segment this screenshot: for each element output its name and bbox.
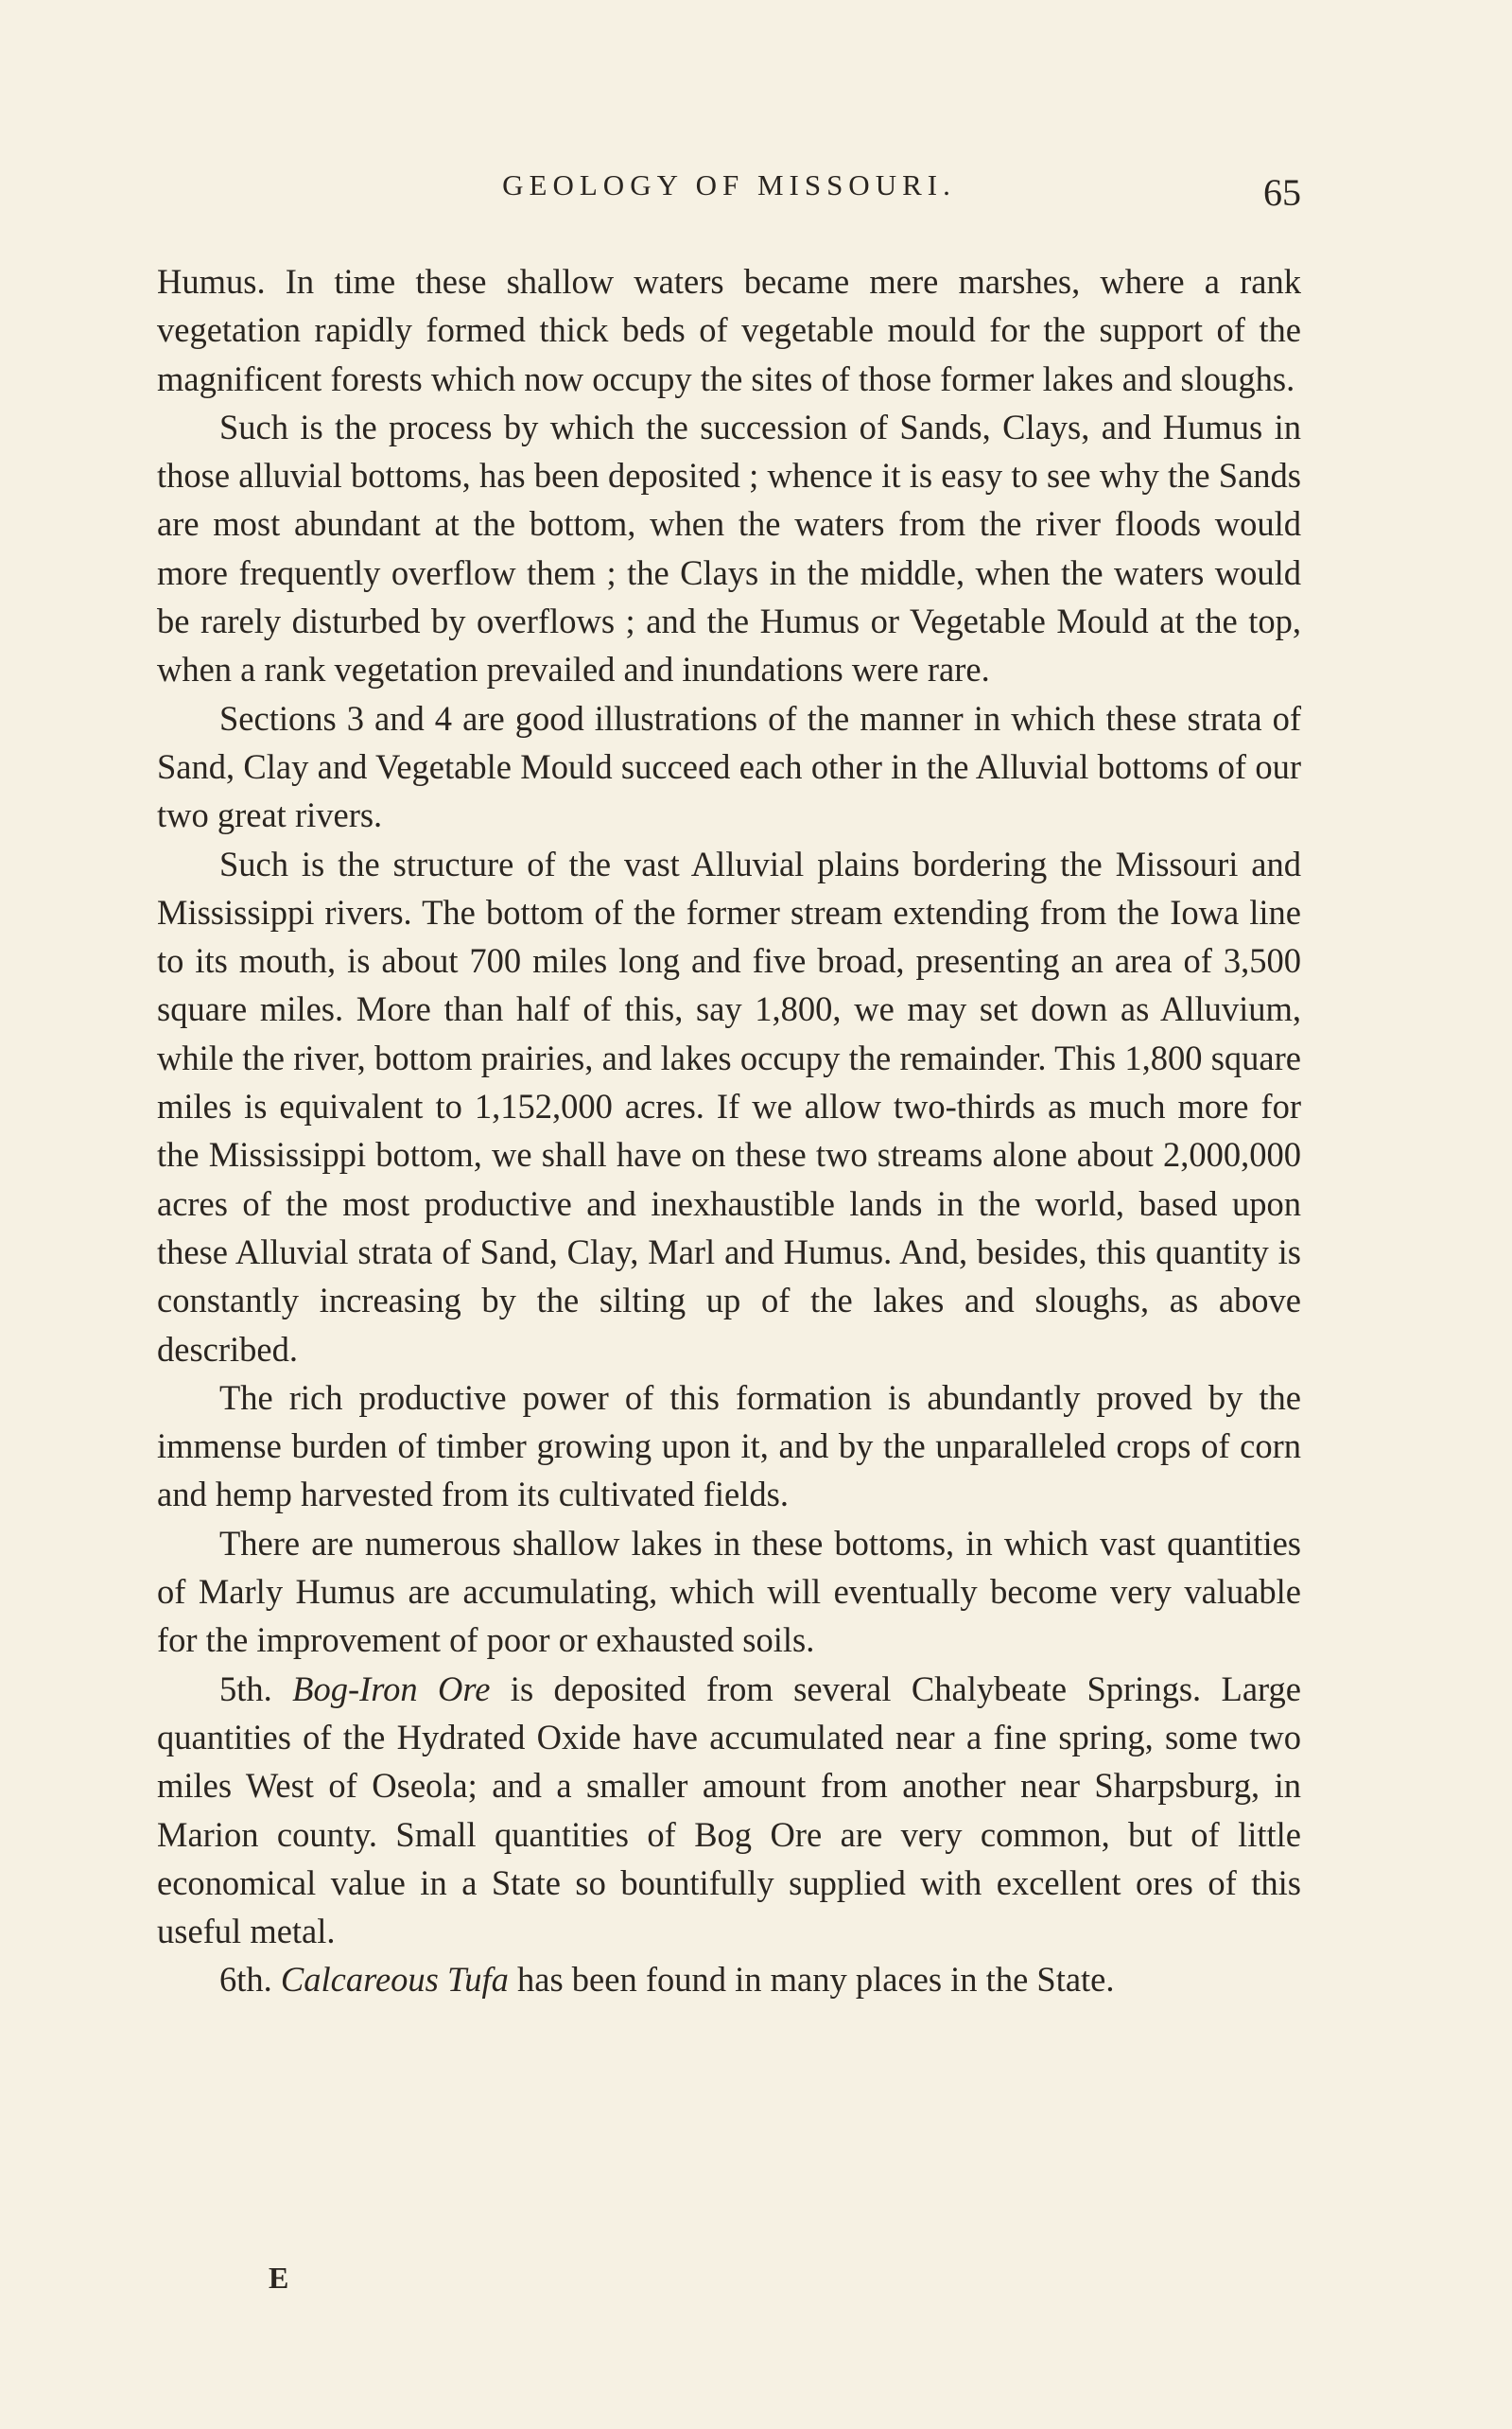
- paragraph-lead: 5th.: [219, 1669, 293, 1708]
- page-header: [157, 161, 1301, 218]
- paragraph-2: Such is the process by which the succession of Sands, Clays, and Humus in those alluvial bottoms, has been deposited ; whence it is easy to see why the Sands are most abundant at the bottom, when the waters from the river floods would more frequently overflow them ; the Clays in the middle, when the waters would be rarely disturbed by overflows ; and the Humus or Vegetable Mould at the top, when a rank vegetation prevailed and inundations were rare.: [157, 407, 1301, 690]
- signature-mark: E: [269, 2261, 289, 2295]
- italic-term: Calcareous Tufa: [280, 1960, 509, 2000]
- paragraph-1: Humus. In time these shallow waters became mere marshes, where a rank vegetation rapidly formed thick beds of vegetable mould for the support of the magnificent forests which now occupy the sites of those former lakes and sloughs.: [157, 262, 1301, 398]
- paragraph-4: Such is the structure of the vast Alluvial plains bordering the Missouri and Mississippi rivers. The bottom of the former stream extending from the Iowa line to its mouth, is about 700 miles long and five broad, presenting an area of 3,500 square miles. More than half of this, say 1,800, we may set down as Alluvium, while the river, bottom prairies, and lakes occupy the remainder. This 1,800 square miles is equivalent to 1,152,000 acres. If we allow two-thirds as much more for the Mississippi bottom, we shall have on these two streams alone about 2,000,000 acres of the most productive and inexhaustible lands in the world, based upon these Alluvial strata of Sand, Clay, Marl and Humus. And, besides, this quantity is constantly increasing by the silting up of the lakes and sloughs, as above described.: [157, 844, 1301, 1369]
- paragraph-rest: is deposited from several Chalybeate Springs. Large quantities of the Hydrated Oxide have accumulated near a fine spring, some two miles West of Oseola; and a smaller amount from another near Sharpsburg, in Marion county. Small quantities of Bog Ore are very common, but of little economical value in a State so bountifully supplied with excellent ores of this useful metal.: [157, 1669, 1301, 1951]
- running-title: GEOLOGY OF MISSOURI.: [502, 168, 956, 201]
- paragraph-bog-iron: [157, 1665, 1301, 1956]
- paragraph-6: There are numerous shallow lakes in these bottoms, in which vast quantities of Marly Humus are accumulating, which will eventually become very valuable for the improvement of poor or exhausted soils.: [157, 1523, 1301, 1660]
- paragraph-lead: 6th.: [219, 1960, 281, 2000]
- page-number: 65: [1263, 171, 1301, 214]
- paragraph-5: The rich productive power of this formation is abundantly proved by the immense burden of timber growing upon it, and by the unparalleled crops of corn and hemp harvested from its cultivated fields.: [157, 1377, 1301, 1514]
- paragraph-rest: has been found in many places in the State.: [508, 1960, 1115, 2000]
- italic-term: Bog-Iron Ore: [292, 1669, 491, 1708]
- body-text: [157, 257, 1301, 2004]
- paragraph-3: Sections 3 and 4 are good illustrations of the manner in which these strata of Sand, Clay and Vegetable Mould succeed each other in the Alluvial bottoms of our two great rivers.: [157, 698, 1301, 835]
- paragraph-tufa: [157, 1955, 1301, 2003]
